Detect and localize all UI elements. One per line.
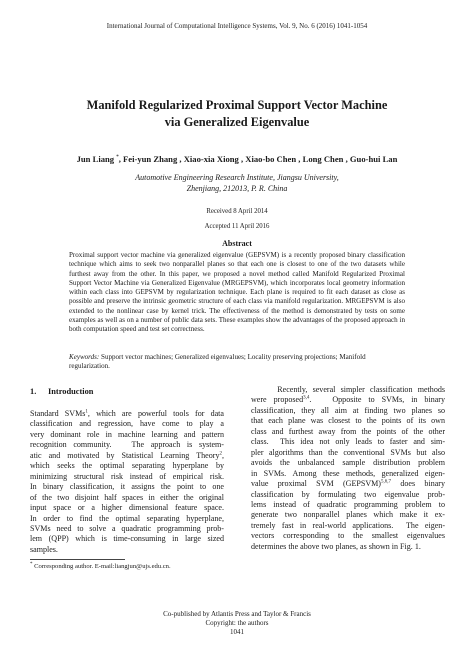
text-run: lems instead of quadratic programming problem to	[251, 499, 445, 509]
text-line	[251, 542, 445, 552]
text-line	[251, 510, 445, 520]
text-run: ,	[221, 450, 224, 460]
accepted-date: Accepted 11 April 2016	[204, 223, 270, 230]
text-line	[251, 500, 445, 510]
text-line	[30, 534, 224, 544]
footnote-text: Corresponding author. E-mail:liangjun@ujs.edu.cn.	[32, 563, 171, 570]
text-run: In order to find the optimal separating hyperplane,	[30, 513, 224, 523]
footnote-rule	[30, 559, 125, 560]
text-line	[30, 409, 224, 419]
text-run: determines the above two planes, as shown in Fig. 1.	[251, 541, 421, 551]
text-line	[251, 531, 445, 541]
other-authors: , Fei-yun Zhang , Xiao-xia Xiong , Xiao-bo Chen , Long Chen , Guo-hui Lan	[118, 154, 398, 164]
publisher-line: Co-published by Atlantis Press and Taylor & Francis	[163, 610, 311, 618]
section-number: 1.	[30, 387, 37, 396]
text-run: value proximal SVM (GEPSVM)	[251, 479, 381, 489]
text-run: which seeks the optimal separating hyperplane by	[30, 461, 224, 471]
text-run: recognition community. The approach is system-	[30, 440, 224, 450]
footnote	[30, 563, 171, 570]
text-line	[251, 521, 445, 531]
text-line	[30, 451, 224, 461]
page-number: 1041	[230, 627, 244, 636]
text-run: classification and regression, have come to play a	[30, 419, 224, 429]
title-line-2: via Generalized Eigenvalue	[164, 115, 310, 129]
text-line	[251, 479, 445, 489]
section-title: Introduction	[48, 387, 94, 396]
text-run: that each plane was closest to the points of its own	[251, 416, 445, 426]
affiliation-line-2: Zhenjiang, 212013, P. R. China	[186, 184, 288, 193]
paper-title	[0, 97, 474, 131]
text-line	[30, 430, 224, 440]
text-line	[251, 458, 445, 468]
text-line	[251, 469, 445, 479]
text-line	[30, 493, 224, 503]
text-run: SVMs need to solve a quadratic programming prob-	[30, 523, 224, 533]
text-run: Standard SVMs	[30, 409, 86, 418]
text-line	[251, 385, 445, 395]
text-line	[30, 545, 224, 555]
text-run: classification by formulating two eigenvalue prob-	[251, 489, 445, 499]
text-run: samples.	[30, 544, 58, 554]
keywords	[69, 353, 405, 372]
text-run: input space or a higher dimensional feature space.	[30, 503, 224, 513]
text-run: of the two disjoint half spaces in either the original	[30, 492, 224, 502]
text-run: avoids the unbalanced sample distribution problem	[251, 458, 445, 468]
right-column-text	[251, 385, 445, 552]
section-heading	[30, 387, 93, 396]
text-line	[30, 440, 224, 450]
text-line	[30, 482, 224, 492]
citation-ref: 1	[85, 409, 88, 415]
text-run: lem (QPP) which is time-consuming in large sized	[30, 534, 224, 544]
affiliation-line-1: Automotive Engineering Research Institute, Jiangsu University,	[135, 173, 339, 182]
text-run: were proposed	[251, 395, 304, 405]
copyright-line: Copyright: the authors	[205, 618, 269, 627]
author-list	[0, 154, 474, 164]
text-run: pler algorithms than the conventional SVMs but also	[251, 447, 445, 457]
text-run: . Opposite to SVMs, in binary	[309, 395, 445, 405]
text-run: , which are powerful tools for data	[87, 409, 224, 418]
corresponding-star: *	[116, 155, 119, 161]
keywords-text: Support vector machines; Generalized eigenvalues; Locality preserving projections; Manifold regularization.	[69, 353, 366, 371]
text-run: minimizing structural risk instead of empirical risk.	[30, 471, 224, 481]
citation-ref: 2	[219, 451, 222, 457]
citation-ref: 3,4	[303, 395, 310, 401]
text-line	[251, 448, 445, 458]
publisher-footer	[0, 610, 474, 636]
first-author: Jun Liang	[76, 154, 115, 164]
text-line	[30, 461, 224, 471]
citation-ref: 5,6,7	[380, 479, 391, 485]
left-column-text	[30, 409, 224, 555]
text-run: generate two nonparallel planes which make it ex-	[251, 510, 445, 520]
text-run: atic and motivated by Statistical Learning Theory	[30, 450, 220, 460]
text-line	[251, 427, 445, 437]
text-run: very dominant role in machine learning and pattern	[30, 429, 224, 439]
text-line	[251, 406, 445, 416]
text-run: class and furthest away from the points of the other	[251, 426, 445, 436]
text-line	[251, 395, 445, 405]
text-line	[30, 524, 224, 534]
abstract-body: Proximal support vector machine via generalized eigenvalue (GEPSVM) is a recently proposed binary classification technique which aims to seek two nonparallel planes so that each one is closest to one of the two datasets while furthest away from the other. In this paper, we proposed a novel method called Manifold Regularized Proximal Support Vector Machine via Generalized Eigenvalue (MRGEPSVM), which incorporates local geometry information within each class into GEPSVM by regularization technique. Each plane is required to fit each dataset as close as possible and preserve the intrinsic geometric structure of each class via manifold regularization. MRGEPSVM is also extended to the nonlinear case by kernel trick. The effectiveness of the method is demonstrated by tests on some examples as well as on a number of public data sets. These examples show the advantages of the proposed approach in both computation speed and test set correctness.	[69, 251, 405, 334]
text-line	[251, 416, 445, 426]
text-run: classification, they all aim at finding two planes so	[251, 405, 445, 415]
received-date: Received 8 April 2014	[206, 208, 268, 215]
text-run: Recently, several simpler classification methods	[251, 385, 445, 394]
text-run: in SVMs. Among these methods, generalized eigen-	[251, 468, 445, 478]
text-line	[251, 490, 445, 500]
text-line	[30, 472, 224, 482]
journal-header: International Journal of Computational Intelligence Systems, Vol. 9, No. 6 (2016) 1041-1054	[106, 22, 368, 30]
keywords-label: Keywords:	[69, 353, 100, 361]
text-run: In binary classification, it assigns the point to one	[30, 482, 224, 492]
abstract-heading: Abstract	[222, 239, 252, 248]
title-line-1: Manifold Regularized Proximal Support Vector Machine	[86, 98, 388, 112]
text-run: class. This idea not only leads to faster and sim-	[251, 437, 445, 447]
text-line	[30, 503, 224, 513]
footnote-star: *	[30, 561, 33, 567]
affiliation	[0, 172, 474, 194]
text-line	[30, 514, 224, 524]
text-line	[30, 419, 224, 429]
text-line	[251, 437, 445, 447]
text-run: does binary	[390, 479, 445, 489]
text-run: vectors corresponding to the smallest eigenvalues	[251, 531, 445, 541]
text-run: tremely fast in real-world applications. The eigen-	[251, 520, 445, 530]
